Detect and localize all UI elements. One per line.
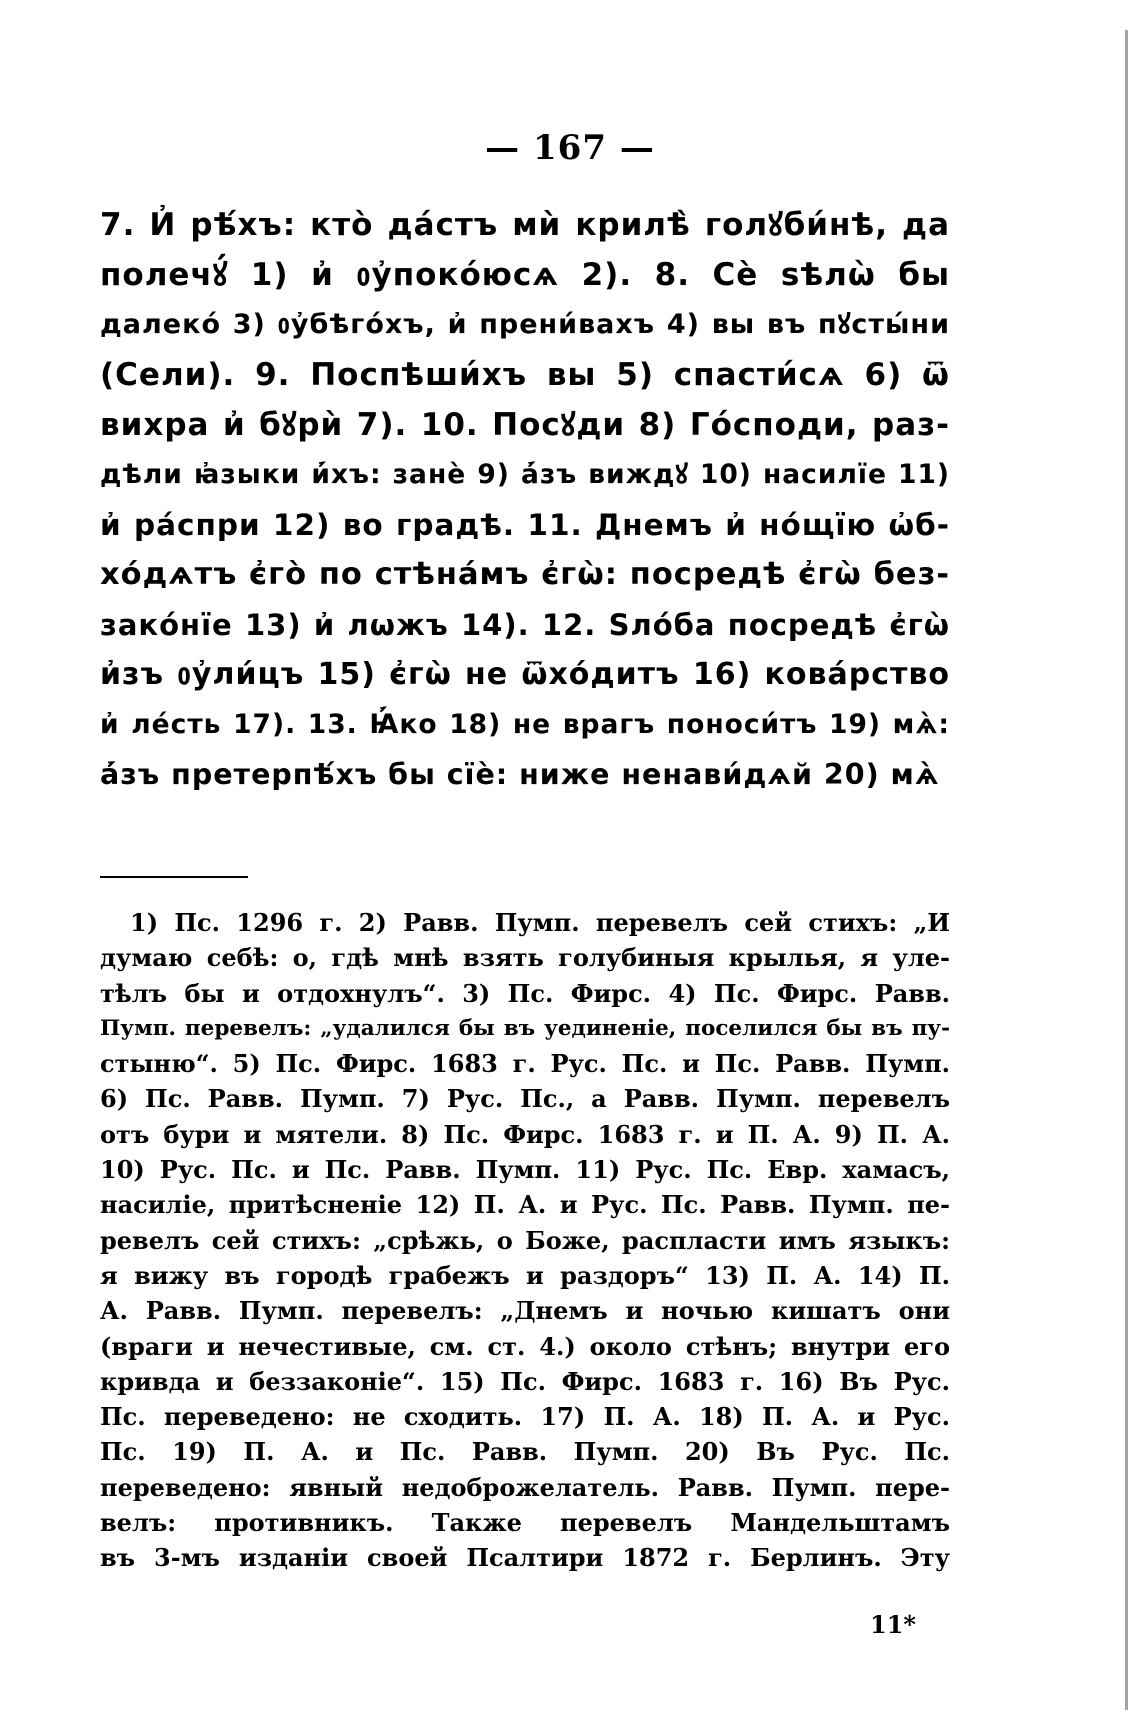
verse-line: и҆ ра́спри 12) во градѣ. 11. Днемъ и҆ но́щїю ѡ҆б-	[100, 508, 950, 542]
page-number: — 167 —	[485, 128, 655, 168]
footnote-line: ревелъ сей стихъ: „срѣжь, о Боже, распласти имъ языкъ:	[100, 1225, 950, 1255]
footnote-line: тѣлъ бы и отдохнулъ“. 3) Пс. Фирс. 4) Пс. Фирс. Равв.	[100, 978, 950, 1008]
footnote-line: въ 3-мъ изданіи своей Псалтири 1872 г. Берлинъ. Эту	[100, 1543, 950, 1573]
verse-line: (Сели). 9. Поспѣши́хъ вы 5) спасти́сѧ 6) ѿ	[100, 357, 950, 393]
footnote-line: Пумп. перевелъ: „удалился бы въ уединеніе, поселился бы въ пу-	[100, 1015, 950, 1041]
verse-line: хо́дѧтъ є҆го̀ по стѣна́мъ є҆гѡ̀: посредѣ є҆гѡ̀ без-	[100, 557, 950, 592]
footnote-line: переведено: явный недоброжелатель. Равв. Пумп. пере-	[100, 1472, 950, 1502]
verse-line: полечꙋ́ 1) и҆ ᲂу҆поко́юсѧ 2). 8. Сѐ ѕѣлѡ̀ бы	[100, 257, 950, 293]
footnote-line: велъ: противникъ. Также перевелъ Мандельштамъ	[100, 1508, 950, 1538]
footnotes	[100, 905, 950, 1576]
footnote-line: 1) Пс. 1296 г. 2) Равв. Пумп. перевелъ сей стихъ: „И	[130, 908, 950, 937]
footnote-line: Пс. 19) П. А. и Пс. Равв. Пумп. 20) Въ Рус. Пс.	[100, 1437, 950, 1467]
footnote-line: отъ бури и мятели. 8) Пс. Фирс. 1683 г. и П. А. 9) П. А.	[100, 1119, 950, 1149]
footnote-line: 10) Рус. Пс. и Пс. Равв. Пумп. 11) Рус. Пс. Евр. хамасъ,	[100, 1155, 950, 1185]
verse-line: вихра и҆ бꙋрѝ 7). 10. Посꙋди 8) Го́споди, раз-	[100, 407, 950, 443]
page-edge	[1125, 30, 1128, 1710]
footnote-line: (враги и нечестивые, см. ст. 4.) около стѣнъ; внутри его	[100, 1331, 950, 1361]
verse-line: 7. И҆ рѣ́хъ: кто̀ да́стъ мѝ крилѣ̀ голꙋби́нѣ, да	[100, 207, 950, 243]
main-text	[100, 200, 950, 800]
footnote-divider	[100, 876, 248, 878]
signature-mark: 11*	[870, 1610, 916, 1639]
verse-line: далеко́ 3) ᲂу҆бѣго́хъ, и҆ прени́вахъ 4) вы въ пꙋсты́ни	[100, 309, 950, 340]
verse-line: и҆зъ ᲂу҆ли́цъ 15) є҆гѡ̀ не ѿхо́дитъ 16) кова́рство	[100, 657, 950, 692]
verse-line: зако́нїе 13) и҆ лѡжъ 14). 12. Ѕло́ба посредѣ є҆гѡ̀	[100, 608, 950, 642]
verse-line: и҆ ле́сть 17). 13. Ꙗ҆́ко 18) не врагъ поноси́тъ 19) мѧ̀:	[100, 709, 950, 740]
footnote-line: думаю себѣ: о, гдѣ мнѣ взять голубиныя крылья, я уле-	[100, 943, 950, 973]
verse-line: дѣли ꙗ҆зыки и҆́хъ: занѐ 9) а҆́зъ виждꙋ 10) насилїе 11)	[100, 459, 950, 490]
verse-line: а҆́зъ претерпѣ́хъ бы сїѐ: ниже ненави́дѧй 20) мѧ̀	[100, 758, 940, 791]
footnote-line: я вижу въ городѣ грабежъ и раздоръ“ 13) П. А. 14) П.	[100, 1260, 950, 1290]
footnote-line: насиліе, притѣсненіе 12) П. А. и Рус. Пс. Равв. Пумп. пе-	[100, 1190, 950, 1220]
footnote-line: Пс. переведено: не сходить. 17) П. А. 18) П. А. и Рус.	[100, 1402, 950, 1432]
footnote-line: 6) Пс. Равв. Пумп. 7) Рус. Пс., а Равв. Пумп. перевелъ	[100, 1084, 950, 1114]
footnote-line: кривда и беззаконіе“. 15) Пс. Фирс. 1683 г. 16) Въ Рус.	[100, 1366, 950, 1396]
footnote-line: стыню“. 5) Пс. Фирс. 1683 г. Рус. Пс. и Пс. Равв. Пумп.	[100, 1049, 950, 1079]
footnote-line: А. Равв. Пумп. перевелъ: „Днемъ и ночью кишатъ они	[100, 1296, 950, 1326]
